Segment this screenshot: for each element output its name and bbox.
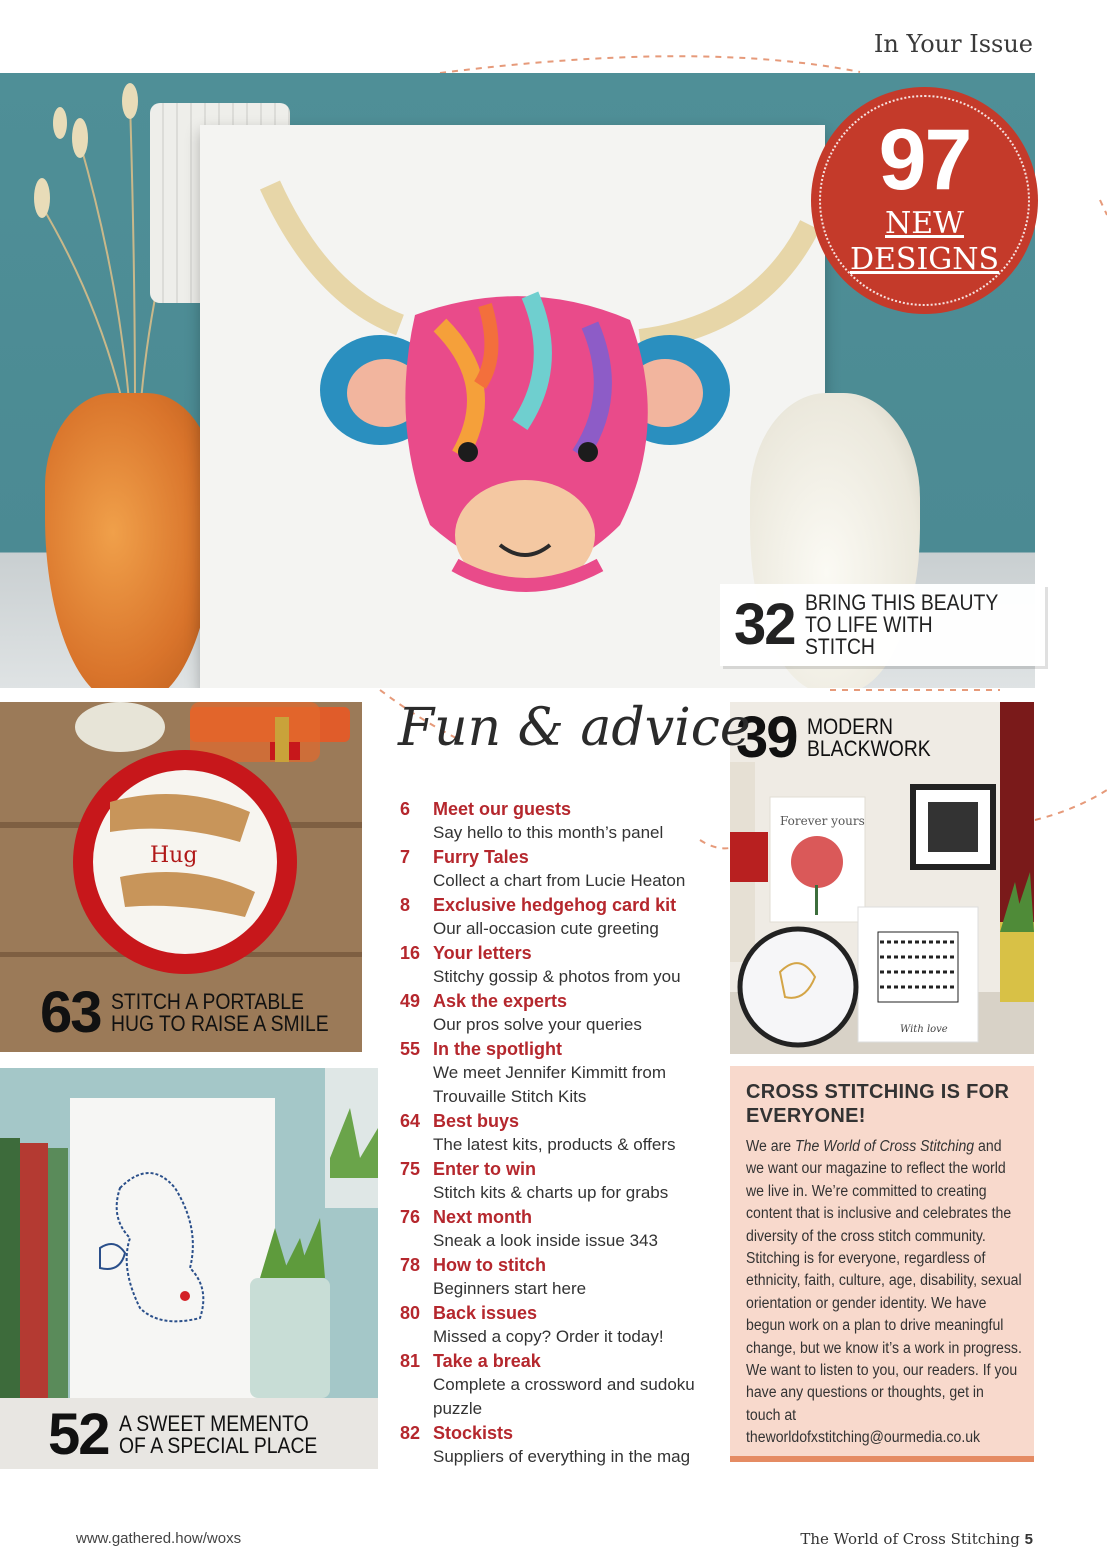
card-with-love-text: With love [900, 1024, 948, 1035]
contents-item[interactable] [400, 1253, 720, 1301]
contents-page-number: 82 [400, 1423, 421, 1443]
blackwork-callout-number: 39 [736, 705, 797, 770]
contents-item[interactable] [400, 893, 720, 941]
memento-callout-text: A SWEET MEMENTO OF A SPECIAL PLACE [118, 1411, 317, 1458]
contents-item-description: Our pros solve your queries [433, 1015, 642, 1034]
contents-item[interactable] [400, 1301, 720, 1349]
blackwork-callout-text: MODERN BLACKWORK [806, 714, 931, 761]
contents-page-number: 80 [400, 1303, 421, 1323]
contents-page-number: 49 [400, 991, 421, 1011]
contents-page-number: 81 [400, 1351, 421, 1371]
contents-item-header [400, 989, 720, 1013]
contents-item-header [400, 845, 720, 869]
contents-item-description: Collect a chart from Lucie Heaton [433, 871, 686, 890]
info-box-body [746, 1136, 1022, 1450]
contents-item-header [400, 1349, 720, 1373]
contents-item-description: Stitch kits & charts up for grabs [433, 1183, 669, 1202]
badge-number: 97 [878, 112, 971, 208]
contents-page-number: 8 [400, 895, 411, 915]
contents-item-title: Back issues [433, 1303, 538, 1323]
orange-vase [45, 393, 215, 688]
contents-item[interactable] [400, 941, 720, 989]
contents-item-header [400, 1157, 720, 1181]
contents-page-number: 16 [400, 943, 421, 963]
contents-item-description: We meet Jennifer Kimmitt from Trouvaille Stitch Kits [433, 1063, 667, 1106]
info-box-magazine-name: The World of Cross Stitching [795, 1138, 975, 1155]
contents-page-number: 55 [400, 1039, 421, 1059]
contents-item-title: Next month [433, 1207, 532, 1227]
footer-url[interactable]: www.gathered.how/woxs [76, 1530, 242, 1547]
contents-item-title: Your letters [433, 943, 532, 963]
card-script-text: Forever yours [780, 814, 865, 828]
footer-folio [800, 1530, 1033, 1548]
contents-item[interactable] [400, 797, 720, 845]
footer-page-number: 5 [1024, 1531, 1033, 1548]
badge-line1: NEW [885, 206, 964, 241]
hero-callout-number: 32 [734, 592, 795, 657]
info-box-bottom-bar [730, 1456, 1034, 1462]
contents-item-title: Enter to win [433, 1159, 536, 1179]
contents-item[interactable] [400, 1421, 720, 1469]
contents-page-number: 6 [400, 799, 411, 819]
contents-item-description: Complete a crossword and sudoku puzzle [433, 1375, 695, 1418]
contents-page-number: 76 [400, 1207, 421, 1227]
contents-item-header [400, 1037, 720, 1061]
contents-item-title: Ask the experts [433, 991, 568, 1011]
contents-item-title: Meet our guests [433, 799, 572, 819]
contents-item-title: Stockists [433, 1423, 514, 1443]
contents-item[interactable] [400, 1109, 720, 1157]
hug-callout-text: STITCH A PORTABLE HUG TO RAISE A SMILE [110, 989, 329, 1036]
contents-heading: Fun & advice [398, 698, 751, 758]
info-box-lead: We are [746, 1138, 796, 1155]
hoop-stitched-text: Hug [150, 843, 198, 868]
footer-magazine: The World of Cross Stitching [800, 1530, 1020, 1548]
contents-item-title: How to stitch [433, 1255, 546, 1275]
hug-callout-number: 63 [40, 980, 101, 1045]
contents-item-header [400, 1253, 720, 1277]
contents-page-number: 75 [400, 1159, 421, 1179]
contents-item-description: The latest kits, products & offers [433, 1135, 676, 1154]
contents-item-title: Furry Tales [433, 847, 529, 867]
contents-item-description: Beginners start here [433, 1279, 587, 1298]
contents-item-header [400, 1205, 720, 1229]
contents-item-header [400, 797, 720, 821]
contents-item-description: Missed a copy? Order it today! [433, 1327, 664, 1346]
info-box-text: and we want our magazine to reflect the world we live in. We’re committed to creating content that is inclusive and celebrates the diversity of the cross stitch community. Stitching is for everyone, regardless of ethnicity, faith, culture, age, disability, sexual orientation or gender identity. We have begun work on a plan to drive meaningful change, but we know it’s a work in progress. We want to listen to you, our readers. If you have any questions or thoughts, get in touch at theworldofxstitching@ourmedia.co.uk [746, 1138, 1022, 1447]
hug-callout[interactable] [40, 980, 362, 1046]
contents-item[interactable] [400, 1037, 720, 1109]
blackwork-callout[interactable] [736, 705, 951, 770]
contents-item-description: Say hello to this month’s panel [433, 823, 664, 842]
contents-item[interactable] [400, 845, 720, 893]
new-designs-badge [811, 87, 1038, 314]
section-title: In Your Issue [873, 30, 1033, 58]
contents-item-description: Sneak a look inside issue 343 [433, 1231, 658, 1250]
contents-item-header [400, 941, 720, 965]
contents-item[interactable] [400, 1205, 720, 1253]
info-box-heading: CROSS STITCHING IS FOR EVERYONE! [746, 1081, 1010, 1127]
contents-item-title: Take a break [433, 1351, 541, 1371]
inclusion-info-box [730, 1066, 1034, 1462]
contents-page-number: 64 [400, 1111, 421, 1131]
contents-item-header [400, 1421, 720, 1445]
contents-item-header [400, 1301, 720, 1325]
contents-item[interactable] [400, 989, 720, 1037]
contents-item-title: Best buys [433, 1111, 520, 1131]
contents-item-description: Suppliers of everything in the mag [433, 1447, 691, 1466]
memento-callout[interactable] [48, 1404, 378, 1466]
contents-item-description: Stitchy gossip & photos from you [433, 967, 681, 986]
hero-callout[interactable] [720, 584, 1045, 666]
hero-callout-text: BRING THIS BEAUTY TO LIFE WITH STITCH [804, 590, 998, 659]
contents-item-title: In the spotlight [433, 1039, 562, 1059]
memento-callout-number: 52 [48, 1402, 109, 1467]
contents-item-title: Exclusive hedgehog card kit [433, 895, 677, 915]
contents-item-header [400, 893, 720, 917]
contents-page-number: 78 [400, 1255, 421, 1275]
contents-item[interactable] [400, 1157, 720, 1205]
contents-item-description: Our all-occasion cute greeting [433, 919, 659, 938]
contents-item[interactable] [400, 1349, 720, 1421]
contents-page-number: 7 [400, 847, 411, 867]
contents-list [400, 797, 720, 1469]
contents-item-header [400, 1109, 720, 1133]
badge-line2: DESIGNS [849, 242, 1000, 277]
